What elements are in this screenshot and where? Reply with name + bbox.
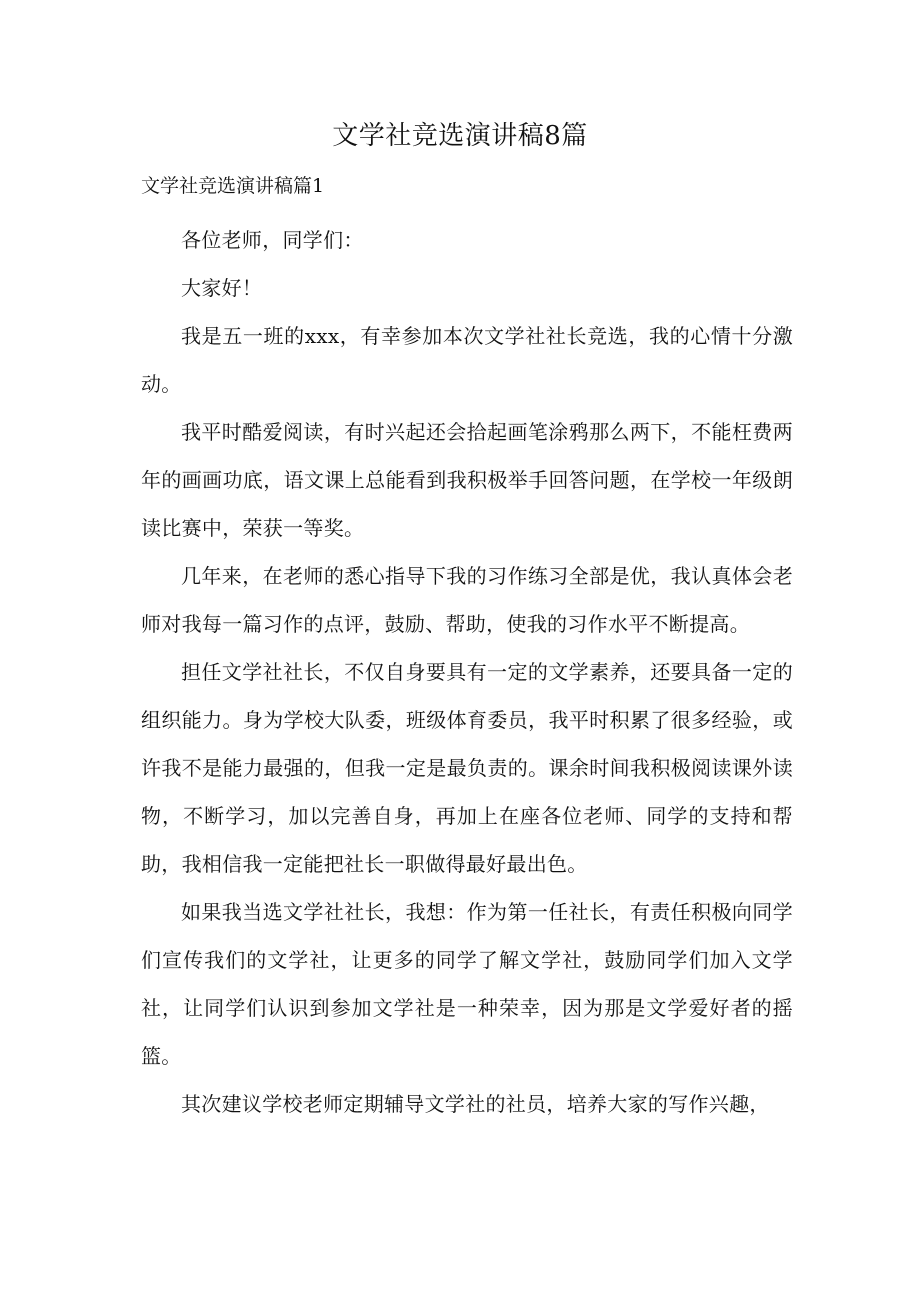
paragraph-greeting: 各位老师，同学们： <box>181 228 364 252</box>
section-heading: 文学社竞选演讲稿篇1 <box>141 175 325 197</box>
paragraph: 如果我当选文学社社长，我想：作为第一任社长，有责任积极向同学们宣传我们的文学社，让更多的同学了解文学社，鼓励同学们加入文学社，让同学们认识到参加文学社是一种荣幸，因为那是文学爱好者的摇篮。 <box>141 900 793 1068</box>
paragraph: 几年来，在老师的悉心指导下我的习作练习全部是优，我认真体会老师对我每一篇习作的点评，鼓励、帮助，使我的习作水平不断提高。 <box>141 564 793 636</box>
document-title: 文学社竞选演讲稿8篇 <box>332 121 588 151</box>
paragraph-hello: 大家好！ <box>181 276 263 300</box>
paragraph: 担任文学社社长，不仅自身要具有一定的文学素养，还要具备一定的组织能力。身为学校大队委，班级体育委员，我平时积累了很多经验，或许我不是能力最强的，但我一定是最负责的。课余时间我积极阅读课外读物，不断学习，加以完善自身，再加上在座各位老师、同学的支持和帮助，我相信我一定能把社长一职做得最好最出色。 <box>141 660 793 876</box>
paragraph: 其次建议学校老师定期辅导文学社的社员，培养大家的写作兴趣， <box>181 1092 770 1116</box>
paragraph: 我平时酷爱阅读，有时兴起还会拾起画笔涂鸦那么两下，不能枉费两年的画画功底，语文课上总能看到我积极举手回答问题，在学校一年级朗读比赛中，荣获一等奖。 <box>141 420 793 540</box>
paragraph: 我是五一班的xxx，有幸参加本次文学社社长竞选，我的心情十分激动。 <box>141 324 793 396</box>
document-body <box>141 216 793 1128</box>
